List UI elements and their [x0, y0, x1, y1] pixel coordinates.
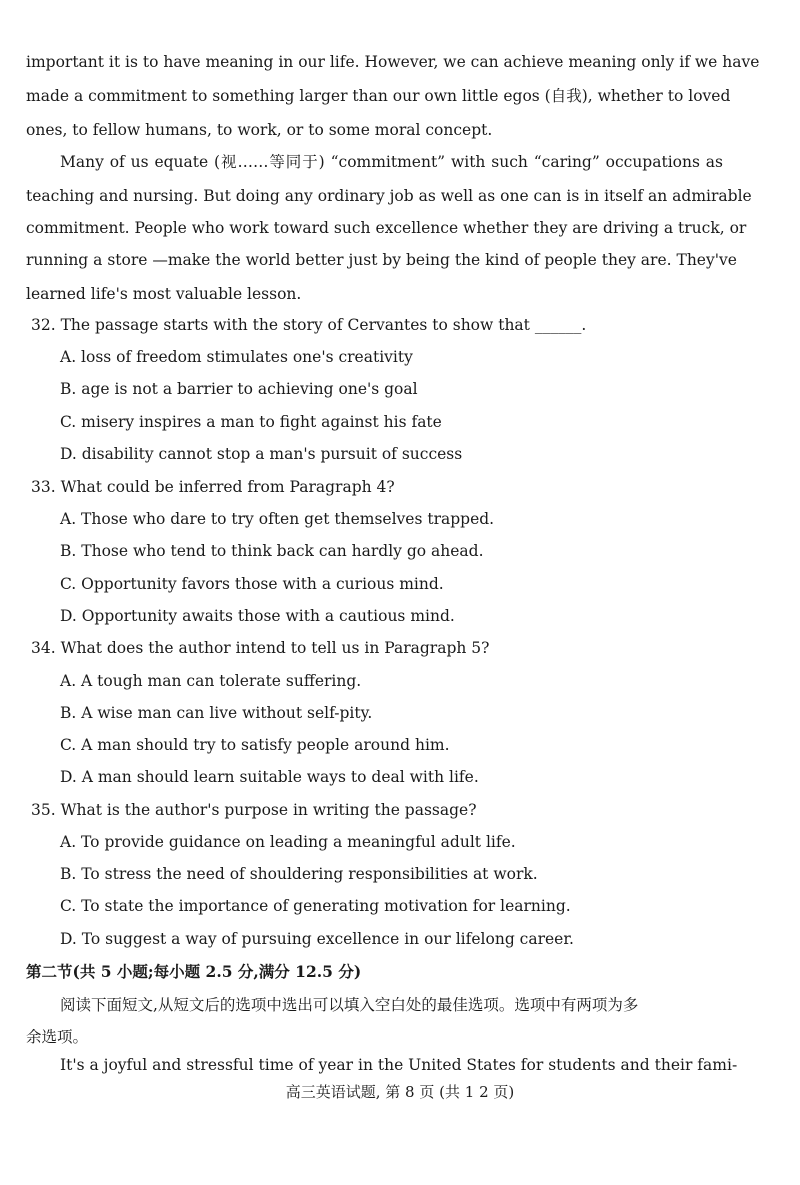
- answer-option: D. To suggest a way of pursuing excellence in our lifelong career.: [60, 930, 574, 948]
- question-stem: 35. What is the author's purpose in writing the passage?: [31, 801, 477, 819]
- instruction-line: 阅读下面短文,从短文后的选项中选出可以填入空白处的最佳选项。选项中有两项为多: [60, 996, 639, 1014]
- passage-line: Many of us equate (视……等同于) “commitment” with such “caring” occupations as: [60, 153, 723, 171]
- answer-option: D. Opportunity awaits those with a cautious mind.: [60, 607, 455, 625]
- answer-option: A. To provide guidance on leading a meaningful adult life.: [60, 833, 516, 851]
- answer-option: B. Those who tend to think back can hardly go ahead.: [60, 542, 484, 560]
- answer-option: A. A tough man can tolerate suffering.: [60, 672, 362, 690]
- passage-line: teaching and nursing. But doing any ordinary job as well as one can is in itself an admirable: [26, 187, 752, 205]
- page-footer: 高三英语试题, 第 8 页 (共 1 2 页): [285, 1083, 515, 1101]
- passage-line: It's a joyful and stressful time of year in the United States for students and their fami-: [60, 1056, 738, 1074]
- passage-line: running a store —make the world better just by being the kind of people they are. They've: [26, 251, 737, 269]
- question-stem: 33. What could be inferred from Paragraph 4?: [31, 478, 395, 496]
- answer-option: B. To stress the need of shouldering responsibilities at work.: [60, 865, 538, 883]
- passage-line: important it is to have meaning in our life. However, we can achieve meaning only if we have: [26, 53, 760, 71]
- answer-option: A. Those who dare to try often get themselves trapped.: [60, 510, 495, 528]
- passage-line: made a commitment to something larger than our own little egos (自我), whether to loved: [26, 87, 731, 105]
- answer-option: C. Opportunity favors those with a curious mind.: [60, 575, 444, 593]
- instruction-line: 余选项。: [26, 1028, 89, 1046]
- answer-option: B. age is not a barrier to achieving one's goal: [60, 380, 418, 398]
- answer-option: D. disability cannot stop a man's pursuit of success: [60, 445, 463, 463]
- question-stem: 32. The passage starts with the story of Cervantes to show that ______.: [31, 316, 587, 334]
- answer-option: D. A man should learn suitable ways to deal with life.: [60, 768, 479, 786]
- answer-option: A. loss of freedom stimulates one's creativity: [60, 348, 413, 366]
- answer-option: C. To state the importance of generating motivation for learning.: [60, 897, 571, 915]
- answer-option: C. misery inspires a man to fight against his fate: [60, 413, 442, 431]
- answer-option: C. A man should try to satisfy people around him.: [60, 736, 450, 754]
- answer-option: B. A wise man can live without self-pity.: [60, 704, 373, 722]
- question-stem: 34. What does the author intend to tell us in Paragraph 5?: [31, 639, 490, 657]
- passage-line: learned life's most valuable lesson.: [26, 285, 302, 303]
- passage-line: commitment. People who work toward such excellence whether they are driving a truck, or: [26, 219, 747, 237]
- section-heading: 第二节(共 5 小题;每小题 2.5 分,满分 12.5 分): [26, 962, 362, 981]
- passage-line: ones, to fellow humans, to work, or to some moral concept.: [26, 121, 493, 139]
